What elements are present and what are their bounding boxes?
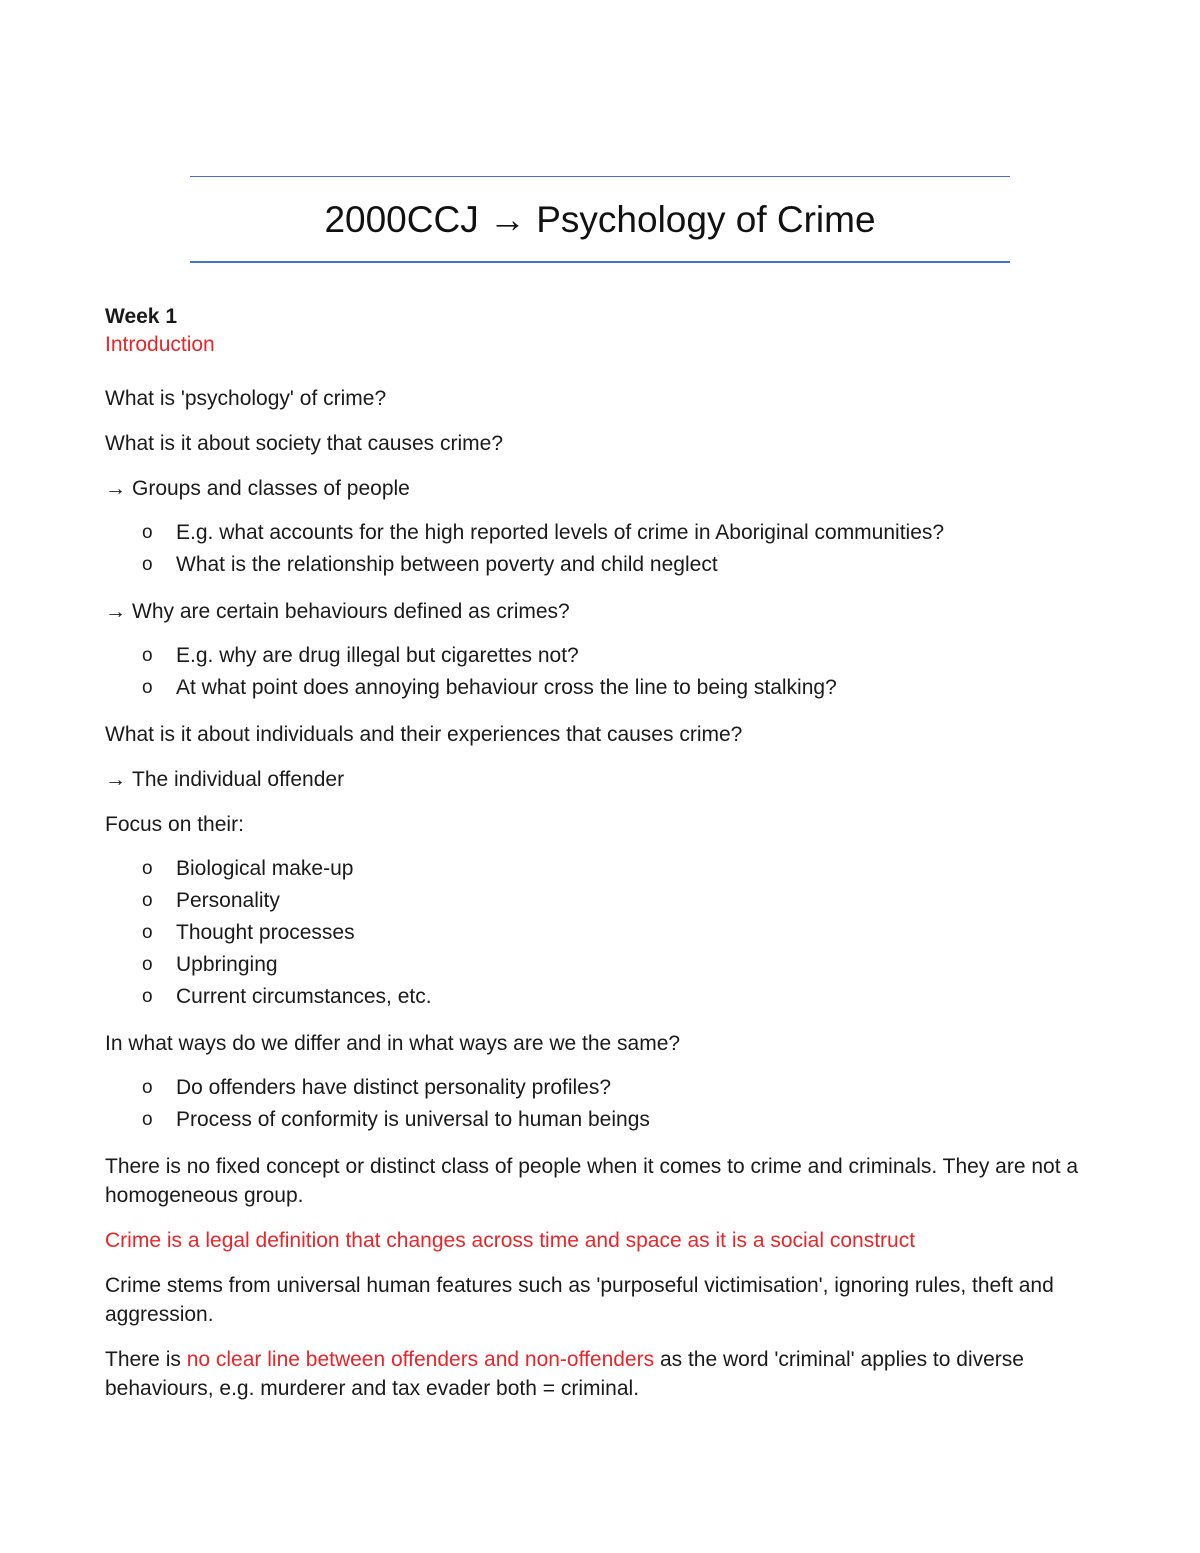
circle-bullet-icon: o [142, 1109, 153, 1130]
list-focus [105, 853, 1105, 1013]
title-rule-top [190, 176, 1010, 177]
list-item-text: What is the relationship between poverty and child neglect [176, 553, 718, 576]
list-item [105, 917, 1105, 949]
list-behaviours [105, 640, 1105, 704]
list-item [105, 1104, 1105, 1136]
paragraph-no-fixed-concept: There is no fixed concept or distinct class of people when it comes to crime and criminals. They are not a homogeneous group. [105, 1155, 1079, 1207]
circle-bullet-icon: o [142, 677, 153, 698]
paragraph-text: There is [105, 1348, 187, 1371]
arrow-point-behaviours [105, 597, 1105, 626]
highlighted-text: no clear line between offenders and non-offenders [186, 1348, 655, 1371]
list-item-text: Process of conformity is universal to human beings [176, 1108, 650, 1131]
circle-bullet-icon: o [142, 554, 153, 575]
circle-bullet-icon: o [142, 1077, 153, 1098]
arrow-point-text: Groups and classes of people [132, 477, 410, 500]
list-item [105, 885, 1105, 917]
list-item-text: E.g. what accounts for the high reported levels of crime in Aboriginal communities? [176, 521, 945, 544]
list-differ [105, 1072, 1105, 1136]
list-item [105, 949, 1105, 981]
list-item [105, 640, 1105, 672]
arrow-point-text: The individual offender [132, 768, 345, 791]
list-item-text: At what point does annoying behaviour cross the line to being stalking? [176, 676, 837, 699]
list-item [105, 549, 1105, 581]
list-item [105, 981, 1105, 1013]
circle-bullet-icon: o [142, 645, 153, 666]
list-groups [105, 517, 1105, 581]
question-differ: In what ways do we differ and in what ways are we the same? [105, 1032, 681, 1055]
circle-bullet-icon: o [142, 858, 153, 879]
list-item [105, 853, 1105, 885]
list-item-text: Upbringing [176, 953, 278, 976]
circle-bullet-icon: o [142, 890, 153, 911]
arrow-point-text: Why are certain behaviours defined as crimes? [132, 600, 570, 623]
paragraph-universal-features: Crime stems from universal human features such as 'purposeful victimisation', ignoring rules, theft and aggression. [105, 1274, 1054, 1326]
arrow-point-offender [105, 765, 1105, 794]
document-body [105, 302, 1105, 1403]
circle-bullet-icon: o [142, 922, 153, 943]
title-rule-bottom [190, 261, 1010, 263]
week-heading: Week 1 [105, 305, 177, 328]
list-item [105, 672, 1105, 704]
arrow-icon: → [105, 477, 126, 500]
paragraph-text: as the word 'criminal' applies to diverse behaviours, e.g. murderer and tax evader both = criminal. [105, 1348, 1024, 1400]
arrow-point-groups [105, 474, 1105, 503]
circle-bullet-icon: o [142, 954, 153, 975]
focus-label: Focus on their: [105, 813, 244, 836]
list-item-text: Current circumstances, etc. [176, 985, 432, 1008]
list-item [105, 1072, 1105, 1104]
question-psychology: What is 'psychology' of crime? [105, 387, 387, 410]
list-item-text: Biological make-up [176, 857, 354, 880]
question-society: What is it about society that causes crime? [105, 432, 504, 455]
section-title: Introduction [105, 333, 215, 356]
document-title: 2000CCJ → Psychology of Crime [324, 199, 876, 240]
paragraph-legal-definition: Crime is a legal definition that changes across time and space as it is a social construct [105, 1229, 916, 1252]
list-item-text: Do offenders have distinct personality profiles? [176, 1076, 612, 1099]
circle-bullet-icon: o [142, 986, 153, 1007]
arrow-icon: → [105, 600, 126, 623]
list-item-text: Thought processes [176, 921, 355, 944]
circle-bullet-icon: o [142, 522, 153, 543]
list-item-text: Personality [176, 889, 280, 912]
question-individuals: What is it about individuals and their experiences that causes crime? [105, 723, 743, 746]
list-item-text: E.g. why are drug illegal but cigarettes not? [176, 644, 579, 667]
paragraph-no-clear-line [105, 1345, 1085, 1403]
arrow-icon: → [105, 768, 126, 791]
list-item [105, 517, 1105, 549]
